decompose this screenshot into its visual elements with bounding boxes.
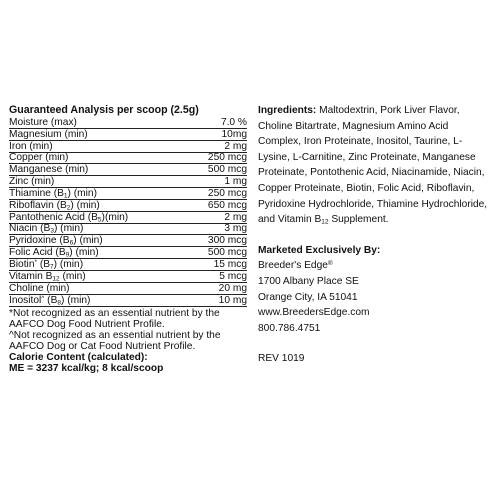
analysis-row <box>9 117 247 129</box>
nutrient-name <box>9 165 208 175</box>
nutrient-name <box>9 201 208 211</box>
nutrient-name <box>9 118 221 128</box>
nutrient-label: Magnesium (min) <box>9 128 88 140</box>
nutrient-value: 10 mg <box>218 294 247 306</box>
ingredients-label: Ingredients: <box>258 105 317 116</box>
nutrient-name <box>9 142 224 152</box>
nutrient-value: 2 mg <box>224 211 247 223</box>
nutrient-value: 650 mcg <box>207 199 247 211</box>
revision-code: REV 1019 <box>258 353 305 365</box>
marketer-name: Breeder's Edge <box>258 260 328 272</box>
registered-mark: ® <box>327 260 333 268</box>
analysis-row <box>9 141 247 153</box>
nutrient-value: 500 mcg <box>207 247 247 259</box>
nutrient-name <box>9 284 219 294</box>
marketer-heading: Marketed Exclusively By: <box>258 244 381 256</box>
analysis-heading: Guaranteed Analysis per scoop (2.5g) <box>9 104 199 116</box>
nutrient-label: Niacin (B <box>9 223 51 235</box>
nutrient-name <box>9 189 208 199</box>
vitamin-subscript: 2 <box>66 204 71 212</box>
nutrient-value: 1 mg <box>224 176 247 188</box>
nutrient-label: Vitamin B <box>9 270 53 282</box>
footnote-inositol: ^Not recognized as an essential nutrient by the AAFCO Dog or Cat Food Nutrient Profile. <box>9 329 221 352</box>
analysis-row <box>9 235 247 247</box>
nutrient-label: Copper (min) <box>9 152 69 164</box>
nutrient-label: Pyridoxine (B <box>9 235 70 247</box>
nutrient-name <box>9 130 222 140</box>
nutrient-name <box>9 236 208 246</box>
ingredients-section <box>258 103 494 367</box>
analysis-row <box>9 164 247 176</box>
nutrient-label-tail: ) (min) <box>73 235 103 247</box>
footnote-marker: ^ <box>41 294 45 302</box>
nutrient-name <box>9 260 214 270</box>
analysis-row <box>9 295 247 307</box>
nutrient-value: 500 mcg <box>207 164 247 176</box>
vitamin-subscript: 8 <box>57 299 61 306</box>
nutrient-label: Biotin <box>9 258 35 270</box>
nutrient-label-tail: ) (min) <box>67 187 97 199</box>
nutrient-label: Iron (min) <box>9 140 53 152</box>
vitamin-subscript: 6 <box>69 239 74 247</box>
footnote-biotin: *Not recognized as an essential nutrient by the AAFCO Dog Food Nutrient Profile. <box>9 307 220 330</box>
marketer-website: www.BreedersEdge.com <box>258 307 370 319</box>
nutrient-label-tail: ) (min) <box>53 223 84 235</box>
vitamin-subscript: 3 <box>50 227 54 235</box>
nutrient-value: 300 mcg <box>207 235 247 247</box>
nutrient-name <box>9 296 219 306</box>
nutrient-label-tail: ) (min) <box>53 258 84 270</box>
nutrient-label: Thiamine (B <box>9 187 64 199</box>
analysis-row <box>9 224 247 236</box>
analysis-table <box>9 117 247 307</box>
calorie-value: ME = 3237 kcal/kg; 8 kcal/scoop <box>9 363 164 374</box>
analysis-row <box>9 283 247 295</box>
marketer-city: Orange City, IA 51041 <box>258 291 358 303</box>
ingredients-paragraph <box>258 103 494 228</box>
analysis-row <box>9 129 247 141</box>
nutrient-label: Inositol <box>9 294 42 306</box>
analysis-row <box>9 200 247 212</box>
nutrient-label-mid: (B <box>37 258 51 270</box>
nutrient-label: Pantothenic Acid (B <box>9 211 98 223</box>
nutrient-value: 15 mcg <box>213 258 247 270</box>
nutrient-value: 5 mcg <box>219 270 247 282</box>
analysis-row <box>9 259 247 271</box>
nutrient-label-tail: ) (min) <box>61 294 91 306</box>
analysis-row <box>9 188 247 200</box>
nutrient-label: Riboflavin (B <box>9 199 67 211</box>
nutrient-label-tail: ) (min) <box>70 199 100 211</box>
nutrient-label: Moisture (max) <box>9 116 77 128</box>
nutrient-value: 250 mcg <box>207 187 247 199</box>
nutrient-name <box>9 272 219 282</box>
nutrient-value: 7.0 % <box>220 116 247 128</box>
footnote-marker: * <box>34 258 38 266</box>
nutrient-value: 10mg <box>221 128 247 140</box>
vitamin-subscript: 12 <box>52 275 60 283</box>
nutrient-name <box>9 213 224 223</box>
vitamin-subscript: 1 <box>63 192 68 200</box>
analysis-row <box>9 271 247 283</box>
calorie-heading: Calorie Content (calculated): <box>9 351 148 363</box>
nutrient-name <box>9 153 208 163</box>
vitamin-subscript: 7 <box>50 263 54 271</box>
analysis-row <box>9 212 247 224</box>
analysis-row <box>9 153 247 165</box>
nutrient-label-mid: (B <box>44 294 58 306</box>
nutrient-label-tail: (min) <box>59 270 86 282</box>
nutrient-name <box>9 248 208 258</box>
marketer-name-line <box>258 258 494 274</box>
nutrient-name <box>9 177 224 187</box>
nutrient-label: Choline (min) <box>9 282 70 294</box>
nutrient-label-tail: )(min) <box>101 211 129 223</box>
nutrient-value: 3 mg <box>224 223 247 235</box>
nutrient-value: 2 mg <box>224 140 247 152</box>
analysis-row <box>9 176 247 188</box>
nutrient-name <box>9 224 224 234</box>
vitamin-subscript: 5 <box>97 216 102 224</box>
vitamin-subscript: 9 <box>65 251 70 259</box>
nutrient-value: 20 mg <box>218 282 247 294</box>
marketer-street: 1700 Albany Place SE <box>258 275 359 287</box>
ingredients-text: Maltodextrin, Pork Liver Flavor, Choline Bitartrate, Magnesium Amino Acid Complex, Iron Proteinate, Inositol, Taurine, L-Lysine, L-Carnitine, Zinc Proteinate, Manganese Proteinate, Pontothenic Acid, Niacinamide, Niacin, Copper Proteinate, Biotin, Folic Acid, Riboflavin, Pyridoxine Hydrochloride, Thiamine Hydrochloride, and Vitamin B <box>258 105 488 226</box>
ingredients-text-end: Supplement. <box>328 214 389 226</box>
marketer-address <box>258 258 494 336</box>
nutrient-label: Zinc (min) <box>9 176 55 188</box>
analysis-row <box>9 247 247 259</box>
nutrient-value: 250 mcg <box>207 152 247 164</box>
ingredients-subscript: 12 <box>321 218 329 226</box>
nutrient-label-tail: ) (min) <box>69 247 99 259</box>
guaranteed-analysis-section <box>9 103 247 375</box>
nutrient-label: Manganese (min) <box>9 164 89 176</box>
marketer-phone: 800.786.4751 <box>258 322 321 334</box>
nutrient-label: Folic Acid (B <box>9 247 66 259</box>
